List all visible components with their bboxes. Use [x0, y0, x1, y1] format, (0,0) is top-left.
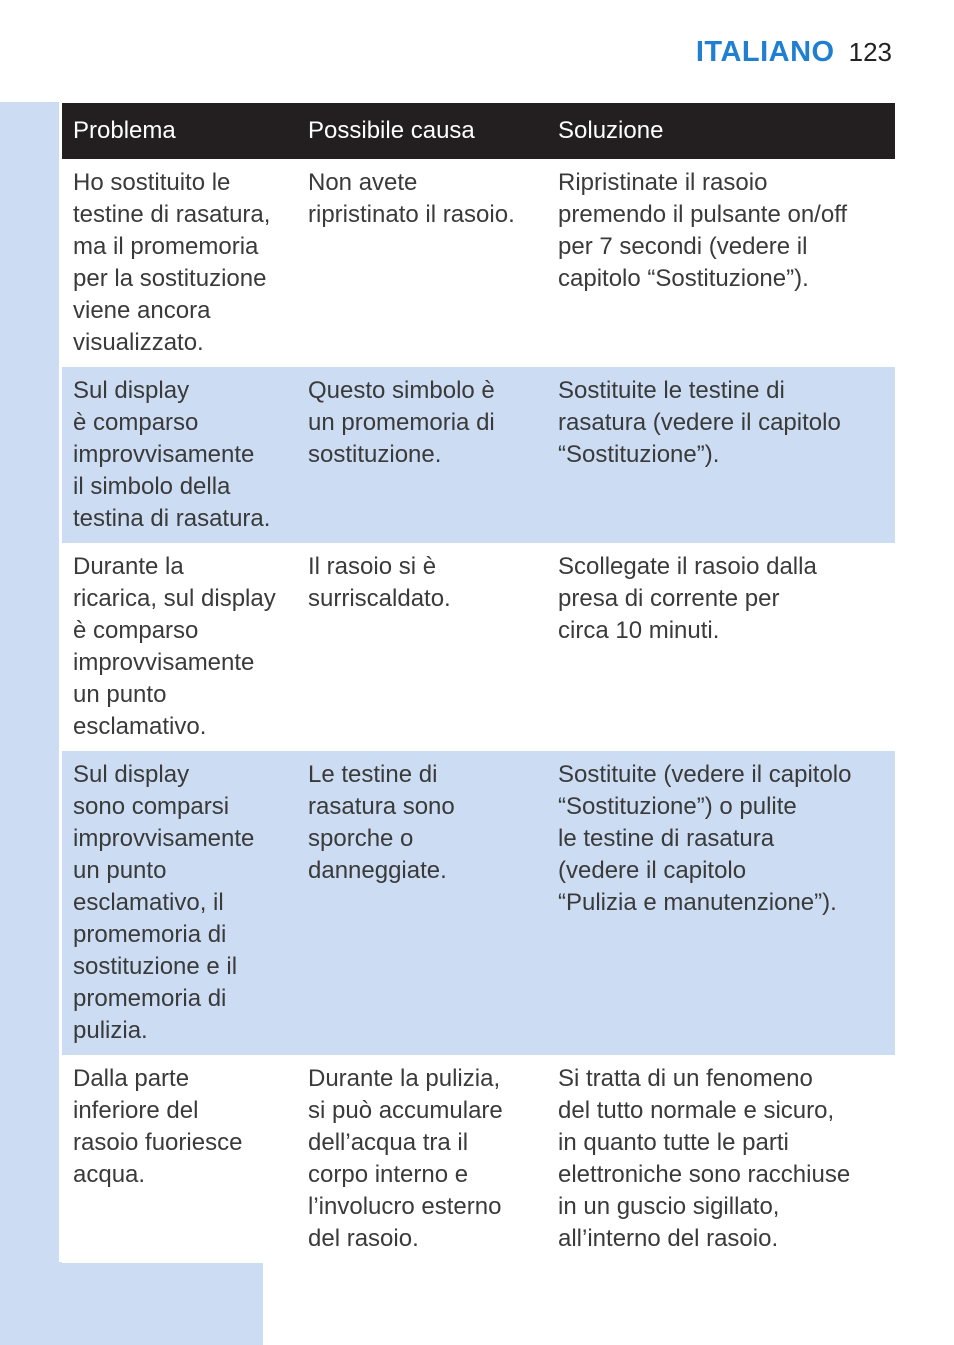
- cause-cell: Le testine di rasatura sono sporche o danneggiate.: [297, 751, 547, 1055]
- solution-cell: Sostituite le testine di rasatura (vedere il capitolo “Sostituzione”).: [547, 367, 895, 543]
- page-number: 123: [848, 37, 892, 67]
- troubleshooting-table: [62, 103, 895, 1263]
- bottom-color-band: [0, 1262, 263, 1345]
- table-row: [62, 751, 895, 1055]
- solution-cell: Si tratta di un fenomeno del tutto normale e sicuro, in quanto tutte le parti elettroniche sono racchiuse in un guscio sigillato, all’interno del rasoio.: [547, 1055, 895, 1263]
- table-row: [62, 543, 895, 751]
- problem-cell: Sul display sono comparsi improvvisamente un punto esclamativo, il promemoria di sostituzione e il promemoria di pulizia.: [62, 751, 297, 1055]
- column-header-solution: Soluzione: [547, 103, 895, 159]
- problem-cell: Dalla parte inferiore del rasoio fuoriesce acqua.: [62, 1055, 297, 1263]
- problem-cell: Sul display è comparso improvvisamente il simbolo della testina di rasatura.: [62, 367, 297, 543]
- solution-cell: Sostituite (vedere il capitolo “Sostituzione”) o pulite le testine di rasatura (vedere il capitolo “Pulizia e manutenzione”).: [547, 751, 895, 1055]
- table-row: [62, 367, 895, 543]
- problem-cell: Ho sostituito le testine di rasatura, ma il promemoria per la sostituzione viene ancora visualizzato.: [62, 159, 297, 367]
- cause-cell: Non avete ripristinato il rasoio.: [297, 159, 547, 367]
- table-header-row: [62, 103, 895, 159]
- column-header-cause: Possibile causa: [297, 103, 547, 159]
- solution-cell: Ripristinate il rasoio premendo il pulsante on/off per 7 secondi (vedere il capitolo “Sostituzione”).: [547, 159, 895, 367]
- problem-cell: Durante la ricarica, sul display è comparso improvvisamente un punto esclamativo.: [62, 543, 297, 751]
- side-color-band: [0, 102, 59, 1345]
- solution-cell: Scollegate il rasoio dalla presa di corrente per circa 10 minuti.: [547, 543, 895, 751]
- cause-cell: Questo simbolo è un promemoria di sostituzione.: [297, 367, 547, 543]
- cause-cell: Durante la pulizia, si può accumulare dell’acqua tra il corpo interno e l’involucro esterno del rasoio.: [297, 1055, 547, 1263]
- language-title: ITALIANO: [695, 36, 835, 68]
- table-row: [62, 159, 895, 367]
- page-header: [696, 36, 892, 69]
- column-header-problem: Problema: [62, 103, 297, 159]
- table-row: [62, 1055, 895, 1263]
- cause-cell: Il rasoio si è surriscaldato.: [297, 543, 547, 751]
